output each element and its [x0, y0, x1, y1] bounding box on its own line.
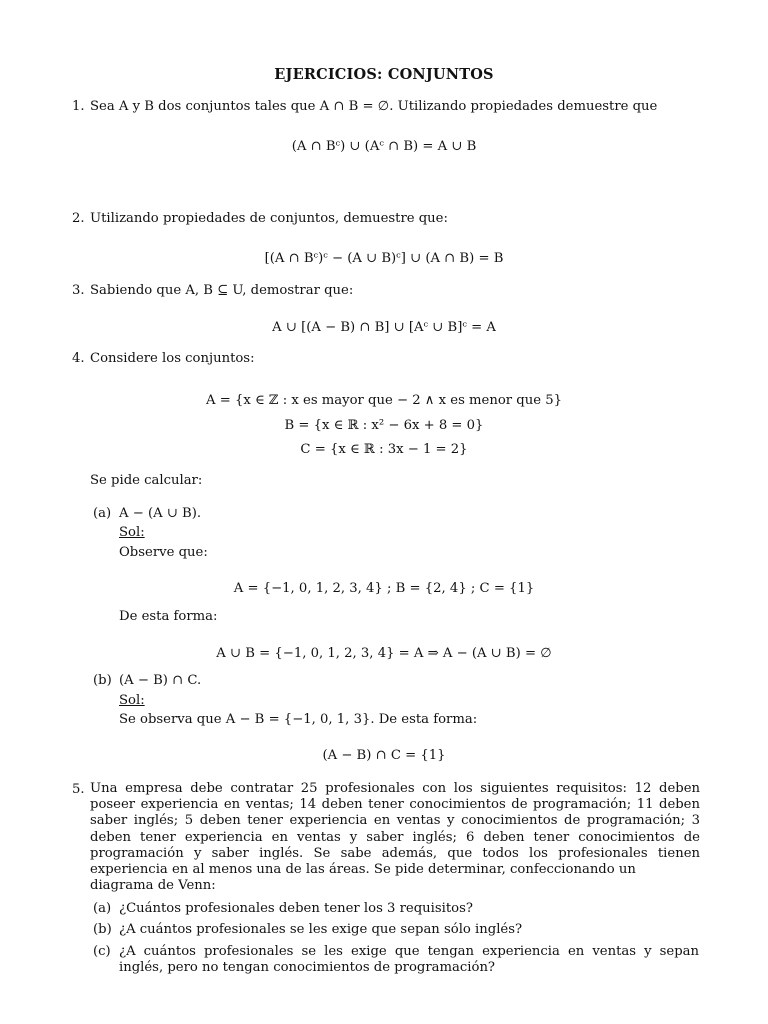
option-text: ¿Cuántos profesionales deben tener los 3 requisitos?: [119, 901, 473, 916]
option-text: ¿A cuántos profesionales se les exige que sepan sólo inglés?: [119, 922, 523, 937]
solution-text: Se observa que A − B = {−1, 0, 1, 3}. De esta forma:: [119, 712, 478, 727]
exercise-number: 2.: [72, 211, 85, 226]
option-label: (c): [93, 944, 111, 959]
formula: A ∪ B = {−1, 0, 1, 2, 3, 4} = A ⇒ A − (A ∪ B) = ∅: [216, 646, 552, 661]
exercise-number: 3.: [72, 283, 85, 298]
part-label: (a): [93, 506, 112, 521]
formula: (A − B) ∩ C = {1}: [322, 748, 446, 763]
set-definition-b: B = {x ∈ ℝ : x² − 6x + 8 = 0}: [284, 418, 484, 433]
exercise-number: 5.: [72, 782, 85, 797]
exercise-text: Sea A y B dos conjuntos tales que A ∩ B = ∅. Utilizando propiedades demuestre que: [90, 99, 658, 114]
solution-label: Sol:: [119, 525, 145, 540]
set-definition-c: C = {x ∈ ℝ : 3x − 1 = 2}: [300, 442, 468, 457]
option-label: (a): [93, 901, 112, 916]
exercise-text: Sabiendo que A, B ⊆ U, demostrar que:: [90, 283, 354, 298]
solution-text: Observe que:: [119, 545, 208, 560]
exercise-text: Considere los conjuntos:: [90, 351, 255, 366]
formula: [(A ∩ Bᶜ)ᶜ − (A ∪ B)ᶜ] ∪ (A ∩ B) = B: [264, 251, 504, 266]
part-label: (b): [93, 673, 112, 688]
solution-text: De esta forma:: [119, 609, 218, 624]
exercise-5-text: [90, 781, 700, 894]
part-question: A − (A ∪ B).: [119, 506, 202, 521]
page-title: EJERCICIOS: CONJUNTOS: [274, 66, 494, 83]
set-definition-a: A = {x ∈ ℤ : x es mayor que − 2 ∧ x es menor que 5}: [206, 393, 562, 408]
option-text: ¿A cuántos profesionales se les exige que tengan experiencia en ventas y sepan inglés, pero no tengan conocimientos de programación?: [119, 944, 699, 976]
exercise-number: 1.: [72, 99, 85, 114]
formula: (A ∩ Bᶜ) ∪ (Aᶜ ∩ B) = A ∪ B: [291, 139, 477, 154]
exercise-number: 4.: [72, 351, 85, 366]
formula: A = {−1, 0, 1, 2, 3, 4} ; B = {2, 4} ; C = {1}: [233, 581, 535, 596]
option-label: (b): [93, 922, 112, 937]
exercise-text: Una empresa debe contratar 25 profesionales con los siguientes requisitos: 12 deben poseer experiencia en ventas; 14 deben tener conocimientos de programación; 11 deben saber inglés; 5 deben tener experiencia en ventas y conocimientos de programación; 3 deben tener experiencia en ventas y saber inglés; 6 deben tener conocimientos de programación y saber inglés. Se sabe además, que todos los profesionales tienen experiencia en al menos una de las áreas. Se pide determinar, confeccionando un: [90, 781, 700, 878]
exercise-text-last: diagrama de Venn:: [90, 878, 216, 894]
part-question: (A − B) ∩ C.: [119, 673, 202, 688]
solution-label: Sol:: [119, 693, 145, 708]
exercise-text: Utilizando propiedades de conjuntos, demuestre que:: [90, 211, 448, 226]
ask-text: Se pide calcular:: [90, 473, 203, 488]
formula: A ∪ [(A − B) ∩ B] ∪ [Aᶜ ∪ B]ᶜ = A: [272, 320, 496, 335]
